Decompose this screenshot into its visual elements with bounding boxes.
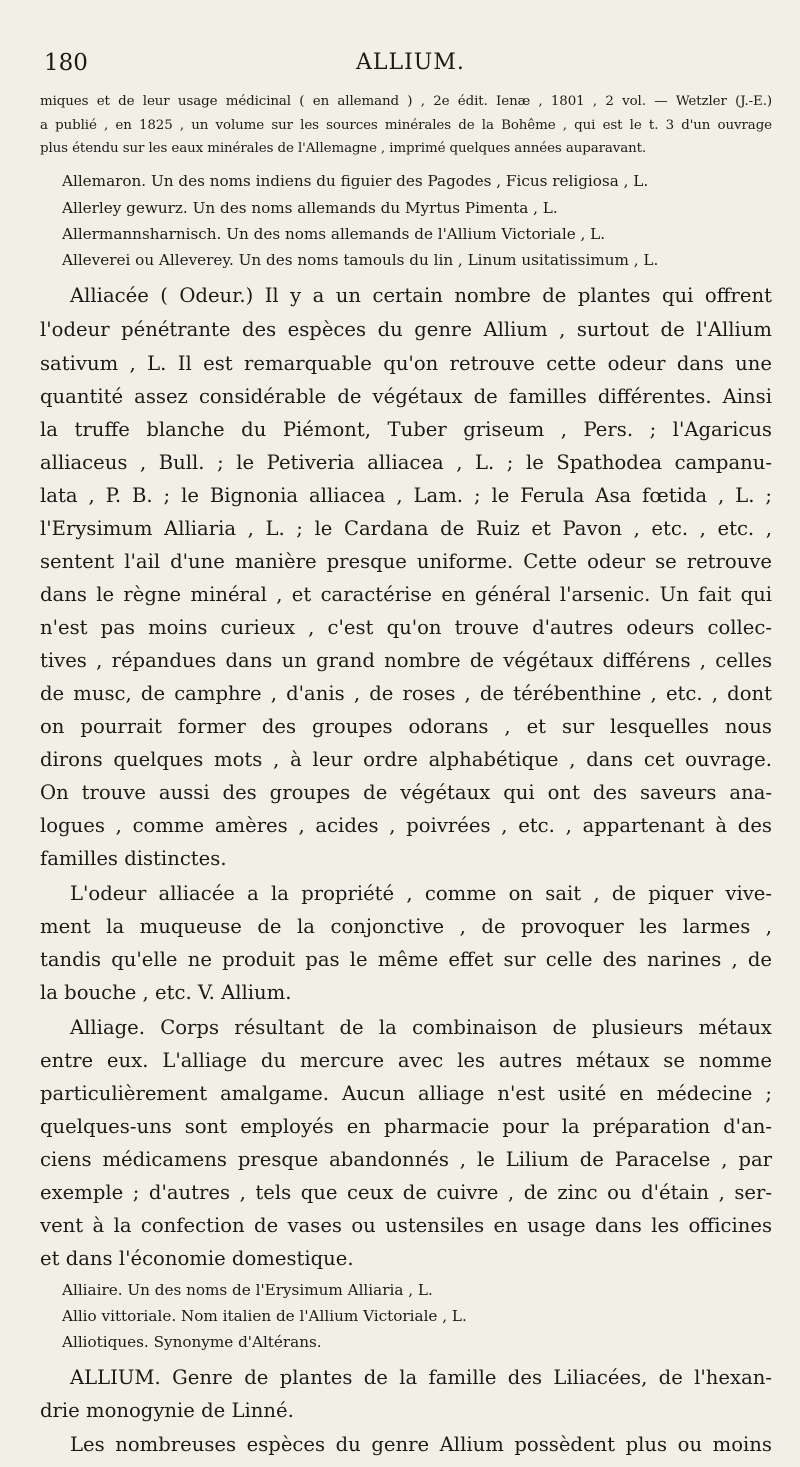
text-line: l'odeur pénétrante des espèces du genre Allium , surtout de l'Allium	[40, 318, 772, 341]
text-line: quelques-uns sont employés en pharmacie pour la préparation d'an-	[40, 1115, 772, 1138]
text-line: dans le règne minéral , et caractérise en général l'arsenic. Un fait qui	[40, 583, 772, 606]
text-line: dirons quelques mots , à leur ordre alphabétique , dans cet ouvrage.	[40, 748, 772, 771]
entry-alliacee: Alliacée ( Odeur.) Il y a un certain nombre de plantes qui offrent	[70, 284, 772, 307]
text-line: n'est pas moins curieux , c'est qu'on trouve d'autres odeurs collec-	[40, 616, 772, 639]
text-line: tandis qu'elle ne produit pas le même effet sur celle des narines , de	[40, 948, 772, 971]
text-line: la bouche , etc. V. Allium.	[40, 981, 292, 1004]
running-title: ALLIUM.	[356, 50, 465, 75]
entry-alliaire: Alliaire. Un des noms de l'Erysimum Alliaria , L.	[62, 1281, 433, 1299]
text-line: plus étendu sur les eaux minérales de l'Allemagne , imprimé quelques années auparavant.	[40, 141, 647, 156]
entry-allemaron: Allemaron. Un des noms indiens du figuier des Pagodes , Ficus religiosa , L.	[62, 172, 649, 190]
text-line: familles distinctes.	[40, 847, 227, 870]
page-number: 180	[44, 50, 88, 76]
text-line: ciens médicamens presque abandonnés , le Lilium de Paracelse , par	[40, 1148, 772, 1171]
text-line: exemple ; d'autres , tels que ceux de cuivre , de zinc ou d'étain , ser-	[40, 1181, 772, 1204]
entry-allio-vittoriale: Allio vittoriale. Nom italien de l'Allium Victoriale , L.	[62, 1307, 467, 1325]
text-line: ment la muqueuse de la conjonctive , de provoquer les larmes ,	[40, 915, 772, 938]
paragraph-odeur: L'odeur alliacée a la propriété , comme on sait , de piquer vive-	[70, 882, 772, 905]
entry-alliotiques: Alliotiques. Synonyme d'Altérans.	[62, 1333, 322, 1351]
text-line: miques et de leur usage médicinal ( en allemand ) , 2e édit. Ienæ , 1801 , 2 vol. — Wetzler (J.-E.)	[40, 94, 772, 109]
text-line: et dans l'économie domestique.	[40, 1247, 354, 1270]
text-line: On trouve aussi des groupes de végétaux qui ont des saveurs ana-	[40, 781, 772, 804]
text-line: la truffe blanche du Piémont, Tuber griseum , Pers. ; l'Agaricus	[40, 418, 772, 441]
text-line: lata , P. B. ; le Bignonia alliacea , Lam. ; le Ferula Asa fœtida , L. ;	[40, 484, 772, 507]
entry-allium: ALLIUM. Genre de plantes de la famille des Liliacées, de l'hexan-	[70, 1366, 772, 1389]
text-line: entre eux. L'alliage du mercure avec les autres métaux se nomme	[40, 1049, 772, 1072]
text-line: alliaceus , Bull. ; le Petiveria alliacea , L. ; le Spathodea campanu-	[40, 451, 772, 474]
text-line: drie monogynie de Linné.	[40, 1399, 294, 1422]
text-line: quantité assez considérable de végétaux de familles différentes. Ainsi	[40, 385, 772, 408]
entry-alliage: Alliage. Corps résultant de la combinaison de plusieurs métaux	[70, 1016, 772, 1039]
text-line: sentent l'ail d'une manière presque uniforme. Cette odeur se retrouve	[40, 550, 772, 573]
text-line: l'Erysimum Alliaria , L. ; le Cardana de Ruiz et Pavon , etc. , etc. ,	[40, 517, 772, 540]
entry-allermannsharnisch: Allermannsharnisch. Un des noms allemands de l'Allium Victoriale , L.	[62, 225, 606, 243]
text-line: Les nombreuses espèces du genre Allium possèdent plus ou moins	[70, 1433, 772, 1456]
text-line: a publié , en 1825 , un volume sur les sources minérales de la Bohême , qui est le t. 3 d'un ouvrage	[40, 118, 772, 133]
text-line: sativum , L. Il est remarquable qu'on retrouve cette odeur dans une	[40, 352, 772, 375]
entry-alleverei: Alleverei ou Alleverey. Un des noms tamouls du lin , Linum usitatissimum , L.	[62, 251, 659, 269]
text-line: tives , répandues dans un grand nombre de végétaux différens , celles	[40, 649, 772, 672]
text-line: logues , comme amères , acides , poivrées , etc. , appartenant à des	[40, 814, 772, 837]
text-line: vent à la confection de vases ou ustensiles en usage dans les officines	[40, 1214, 772, 1237]
text-line: particulièrement amalgame. Aucun alliage n'est usité en médecine ;	[40, 1082, 772, 1105]
entry-allerley-gewurz: Allerley gewurz. Un des noms allemands du Myrtus Pimenta , L.	[62, 199, 558, 217]
text-line: de musc, de camphre , d'anis , de roses , de térébenthine , etc. , dont	[40, 682, 772, 705]
text-line: on pourrait former des groupes odorans , et sur lesquelles nous	[40, 715, 772, 738]
